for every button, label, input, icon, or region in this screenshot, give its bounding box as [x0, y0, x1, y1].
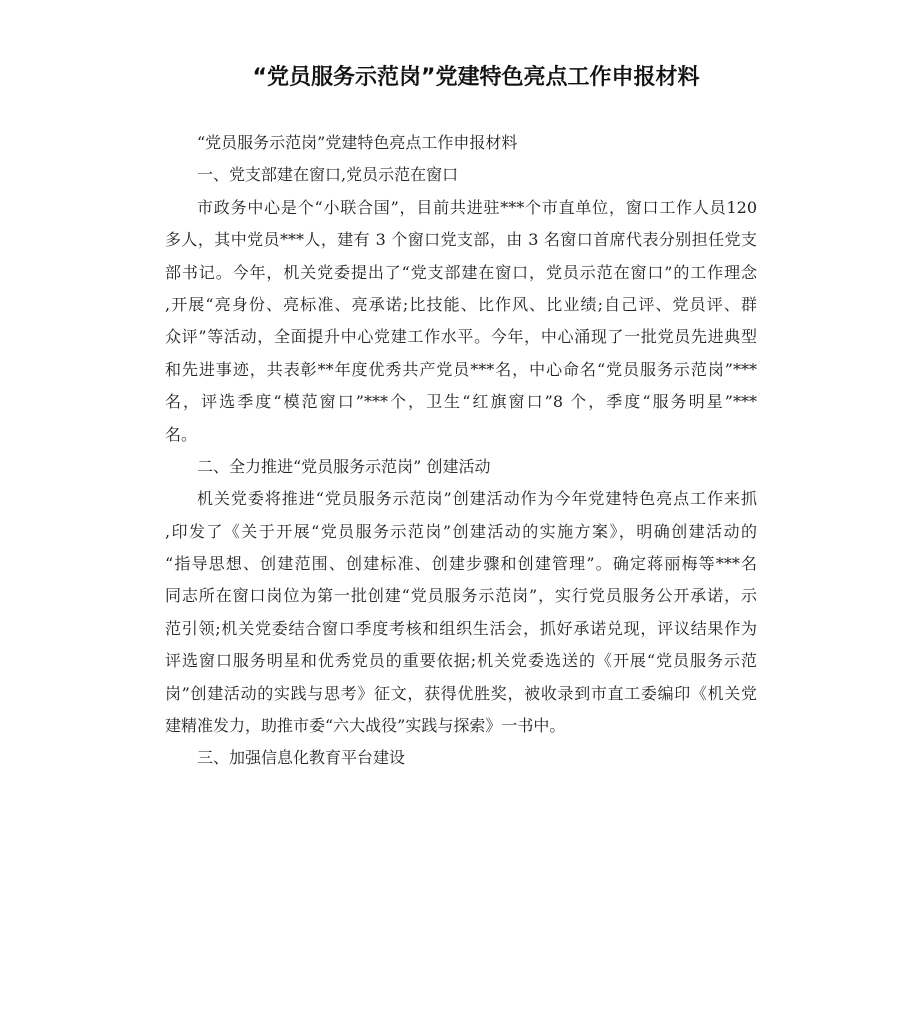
paragraph-line: 范引领;机关党委结合窗口季度考核和组织生活会，抓好承诺兑现，评议结果作为	[165, 618, 757, 638]
paragraph-line: 和先进事迹，共表彰**年度优秀共产党员***名，中心命名“党员服务示范岗”***	[165, 359, 757, 379]
paragraph-line: 同志所在窗口岗位为第一批创建“党员服务示范岗”，实行党员服务公开承诺，示	[165, 586, 757, 606]
document-title: “党员服务示范岗”党建特色亮点工作申报材料	[252, 65, 700, 90]
paragraph-line: 名。	[165, 424, 198, 444]
paragraph-line: 名，评选季度“模范窗口”***个，卫生“红旗窗口”8 个，季度“服务明星”***	[165, 392, 757, 412]
paragraph-line: 众评”等活动，全面提升中心党建工作水平。今年，中心涌现了一批党员先进典型	[165, 327, 757, 347]
paragraph-line: ,开展“亮身份、亮标准、亮承诺;比技能、比作风、比业绩;自己评、党员评、群	[165, 294, 757, 314]
section-heading-1: 一、党支部建在窗口,党员示范在窗口	[197, 165, 459, 185]
paragraph-line: 建精准发力，助推市委“六大战役”实践与探索》一书中。	[165, 716, 566, 736]
paragraph-line: 岗”创建活动的实践与思考》征文，获得优胜奖，被收录到市直工委编印《机关党	[165, 683, 757, 703]
paragraph-line: 市政务中心是个“小联合国”，目前共进驻***个市直单位，窗口工作人员120	[197, 197, 757, 217]
paragraph-line: 机关党委将推进“党员服务示范岗”创建活动作为今年党建特色亮点工作来抓	[197, 489, 757, 509]
paragraph-line: ,印发了《关于开展“党员服务示范岗”创建活动的实施方案》，明确创建活动的	[165, 521, 757, 541]
document-body	[165, 127, 757, 775]
section-heading-2: 二、全力推进“党员服务示范岗” 创建活动	[197, 456, 491, 476]
document-subtitle: “党员服务示范岗”党建特色亮点工作申报材料	[197, 133, 518, 152]
paragraph-line: 多人，其中党员***人，建有 3 个窗口党支部，由 3 名窗口首席代表分别担任党支	[165, 230, 757, 250]
paragraph-line: 部书记。今年，机关党委提出了“党支部建在窗口，党员示范在窗口”的工作理念	[165, 262, 757, 282]
paragraph-line: 评选窗口服务明星和优秀党员的重要依据;机关党委选送的《开展“党员服务示范	[165, 651, 757, 671]
paragraph-line: “指导思想、创建范围、创建标准、创建步骤和创建管理”。确定蒋丽梅等***名	[165, 554, 757, 574]
section-heading-3: 三、加强信息化教育平台建设	[197, 748, 406, 768]
